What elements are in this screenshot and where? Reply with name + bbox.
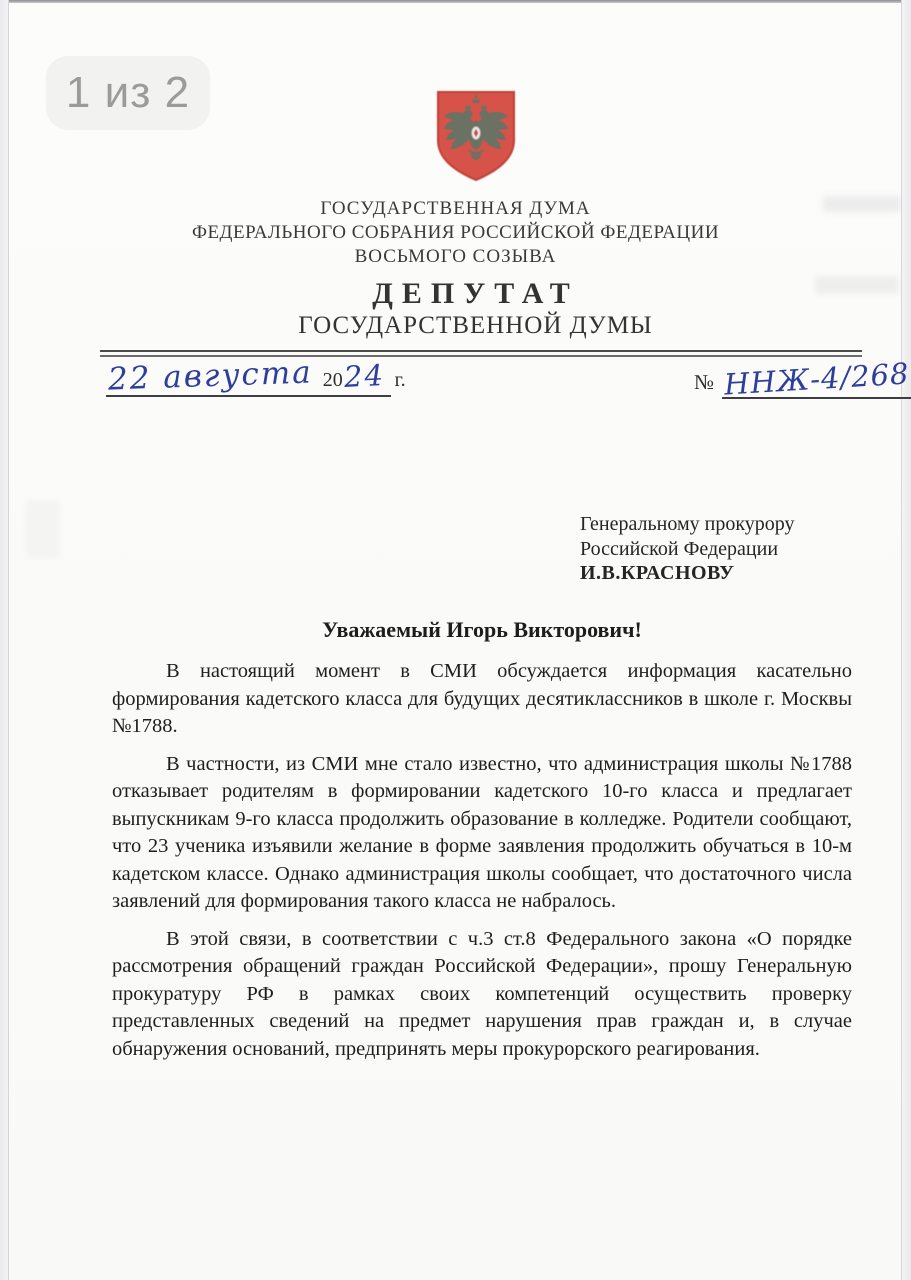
handwritten-date: 22 августа <box>107 354 314 398</box>
recipient-block <box>580 512 795 586</box>
coat-of-arms-russia-icon <box>431 87 521 186</box>
letter-body <box>112 658 852 1073</box>
letter-salutation: Уважаемый Игорь Викторович! <box>322 617 642 642</box>
scan-top-edge <box>0 0 911 3</box>
number-sign: № <box>694 370 715 394</box>
recipient-name: И.В.КРАСНОВУ <box>580 562 735 584</box>
letterhead-divider <box>100 350 862 357</box>
date-suffix: г. <box>394 369 406 391</box>
handwritten-number: ННЖ-4/268 <box>723 356 911 402</box>
scan-right-edge <box>901 0 911 1280</box>
date-fill-line <box>106 354 391 398</box>
letterhead-role-title: ДЕПУТАТ <box>372 277 579 310</box>
letterhead-org-line2: ФЕДЕРАЛЬНОГО СОБРАНИЯ РОССИЙСКОЙ ФЕДЕРАЦИИ <box>191 222 720 243</box>
page-indicator-badge <box>46 56 210 130</box>
letter-paragraph: В частности, из СМИ мне стало известно, что администрация школы №1788 отказывает родителям в формировании кадетского 10-го класса и предлагает выпускникам 9-го класса продолжить образование в колледже. Родители сообщают, что 23 ученика изъявили желание в форме заявления продолжить обучаться в 10-м кадетском классе. Однако администрация школы сообщает, что достаточного числа заявлений для формирования такого класса не набралось. <box>112 752 852 912</box>
date-century-printed: 20 <box>322 369 343 391</box>
letterhead-role-subtitle: ГОСУДАРСТВЕННОЙ ДУМЫ <box>298 312 653 339</box>
reference-number <box>694 356 911 402</box>
recipient-line1: Генеральному прокурору <box>580 513 795 535</box>
letter-paragraph: В этой связи, в соответствии с ч.3 ст.8 Федерального закона «О порядке рассмотрения обращений граждан Российской Федерации», прошу Генеральную прокуратуру РФ в рамках своих компетенций осуществить проверку представленных сведений на предмет нарушения прав граждан и, в случае обнаружения оснований, предпринять меры прокурорского реагирования. <box>112 927 852 1060</box>
letterhead-org-line1: ГОСУДАРСТВЕННАЯ ДУМА <box>320 198 591 219</box>
scan-left-edge <box>0 0 9 1280</box>
handwritten-year: 24 <box>342 357 386 395</box>
letterhead <box>0 197 911 341</box>
number-fill-line <box>722 356 911 402</box>
recipient-line2: Российской Федерации <box>580 537 779 560</box>
letterhead-role-block <box>40 278 911 341</box>
page-indicator-label: 1 из 2 <box>65 68 191 117</box>
reference-date <box>106 354 406 398</box>
letter-paragraph: В настоящий момент в СМИ обсуждается информация касательно формирования кадетского класса для будущих десятиклассников в школе г. Москвы №1788. <box>112 660 852 737</box>
scan-artifact <box>26 500 60 558</box>
letterhead-org-line3: ВОСЬМОГО СОЗЫВА <box>354 246 557 267</box>
